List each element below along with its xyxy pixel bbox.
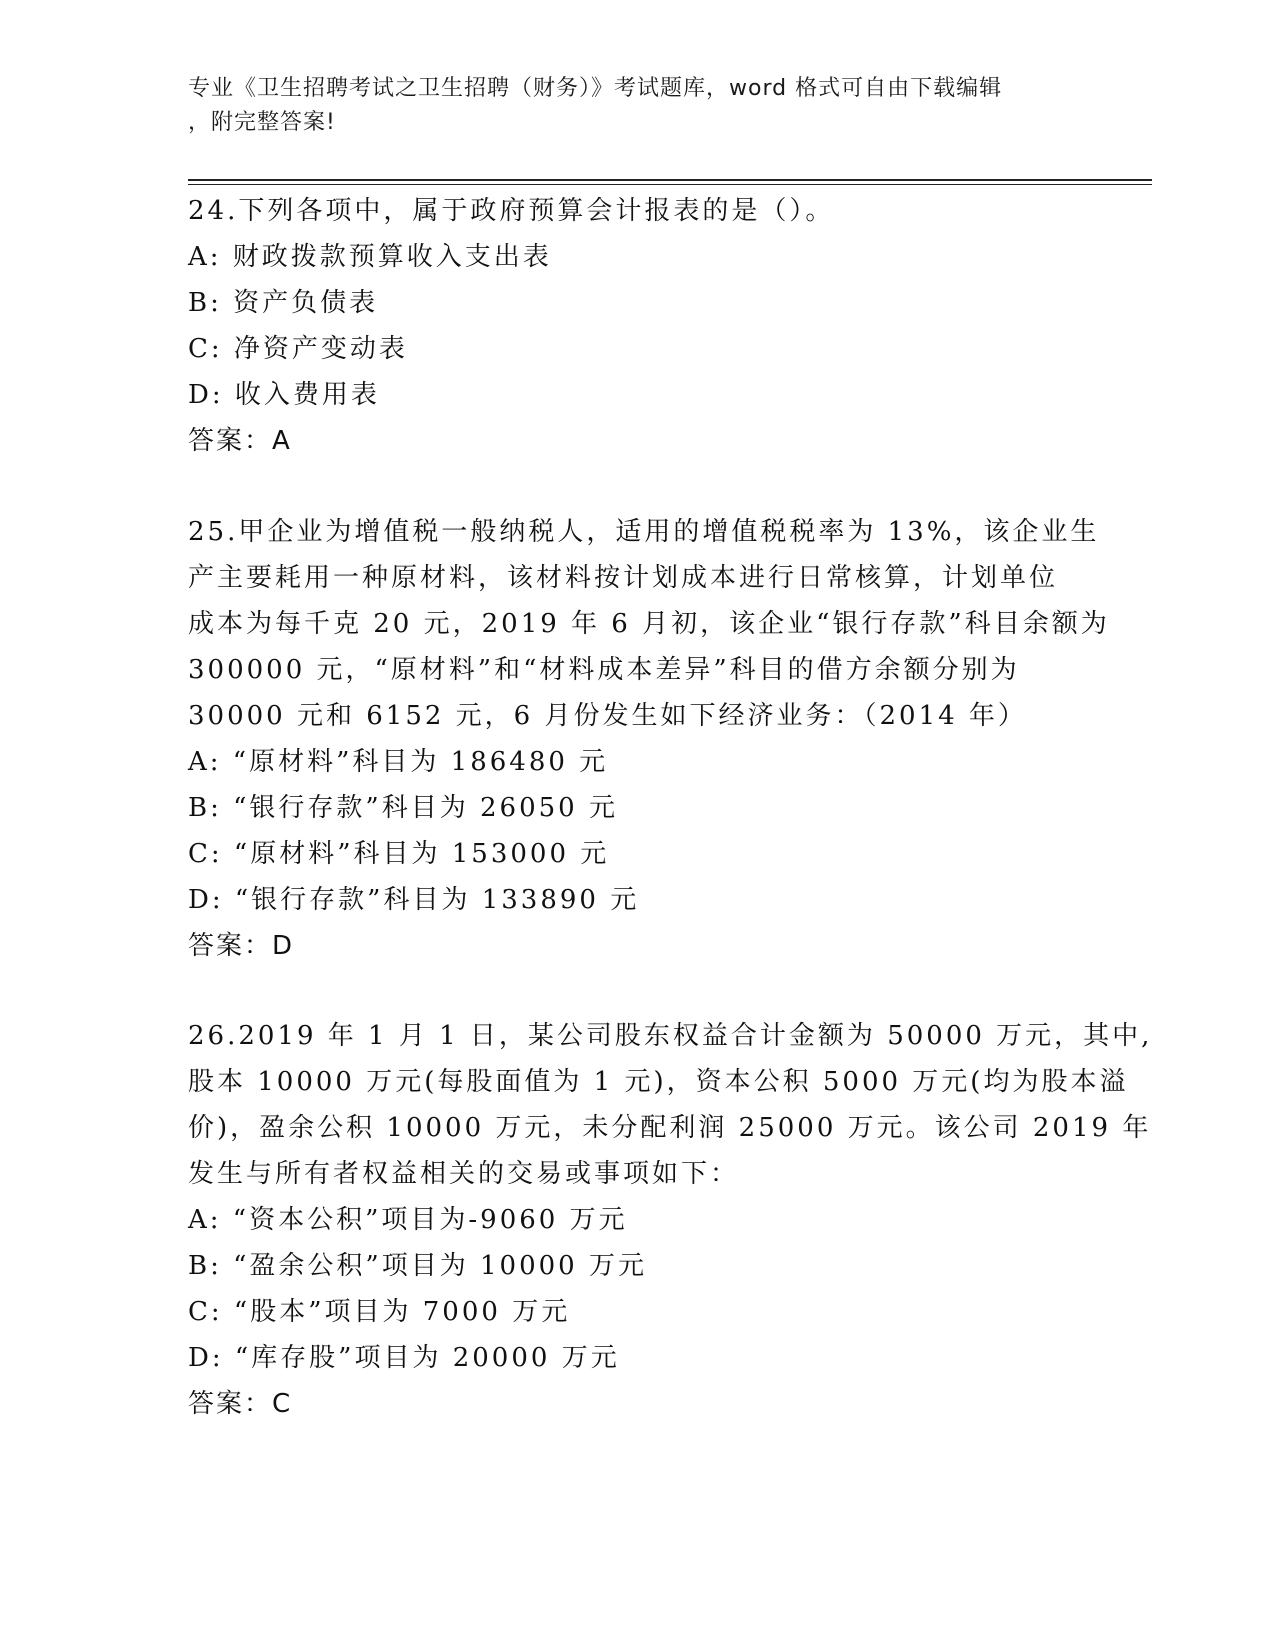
- answer-line: 答案：A: [188, 426, 292, 456]
- question-25: [188, 509, 1110, 969]
- option-a: A: “原材料”科目为 186480 元: [188, 747, 609, 777]
- question-stem-line: 24.下列各项中，属于政府预算会计报表的是（）。: [188, 196, 835, 226]
- question-26: [188, 1013, 1153, 1427]
- header-divider-thick: [188, 179, 1152, 181]
- option-d: D: “库存股”项目为 20000 万元: [188, 1343, 620, 1373]
- option-a: A: “资本公积”项目为-9060 万元: [188, 1205, 628, 1235]
- question-stem-line: 26.2019 年 1 月 1 日，某公司股东权益合计金额为 50000 万元，其中,: [188, 1021, 1153, 1051]
- option-a: A: 财政拨款预算收入支出表: [188, 242, 552, 272]
- question-stem-line: 30000 元和 6152 元，6 月份发生如下经济业务：（2014 年）: [188, 701, 1027, 731]
- option-d: D: 收入费用表: [188, 380, 380, 410]
- question-stem-line: 成本为每千克 20 元，2019 年 6 月初，该企业“银行存款”科目余额为: [188, 609, 1110, 639]
- header-line-1: 专业《卫生招聘考试之卫生招聘（财务）》考试题库，word 格式可自由下载编辑: [188, 76, 1003, 101]
- question-stem-line: 股本 10000 万元(每股面值为 1 元)，资本公积 5000 万元(均为股本溢: [188, 1067, 1129, 1097]
- option-b: B: “盈余公积”项目为 10000 万元: [188, 1251, 647, 1281]
- question-stem-line: 300000 元，“原材料”和“材料成本差异”科目的借方余额分别为: [188, 655, 1020, 685]
- option-c: C: 净资产变动表: [188, 334, 408, 364]
- option-b: B: “银行存款”科目为 26050 元: [188, 793, 618, 823]
- question-stem-line: 发生与所有者权益相关的交易或事项如下：: [188, 1159, 740, 1189]
- question-24: [188, 188, 1088, 464]
- question-stem-line: 25.甲企业为增值税一般纳税人，适用的增值税税率为 13%，该企业生: [188, 517, 1100, 547]
- option-c: C: “原材料”科目为 153000 元: [188, 839, 610, 869]
- header-divider-thin: [188, 184, 1152, 185]
- document-header: [188, 72, 1088, 140]
- question-stem-line: 价)，盈余公积 10000 万元，未分配利润 25000 万元。该公司 2019 年: [188, 1113, 1152, 1143]
- option-b: B: 资产负债表: [188, 288, 379, 318]
- question-stem-line: 产主要耗用一种原材料，该材料按计划成本进行日常核算，计划单位: [188, 563, 1059, 593]
- answer-line: 答案：C: [188, 1389, 293, 1419]
- option-d: D: “银行存款”科目为 133890 元: [188, 885, 640, 915]
- answer-line: 答案：D: [188, 931, 295, 961]
- option-c: C: “股本”项目为 7000 万元: [188, 1297, 571, 1327]
- header-line-2: ，附完整答案!: [188, 110, 336, 135]
